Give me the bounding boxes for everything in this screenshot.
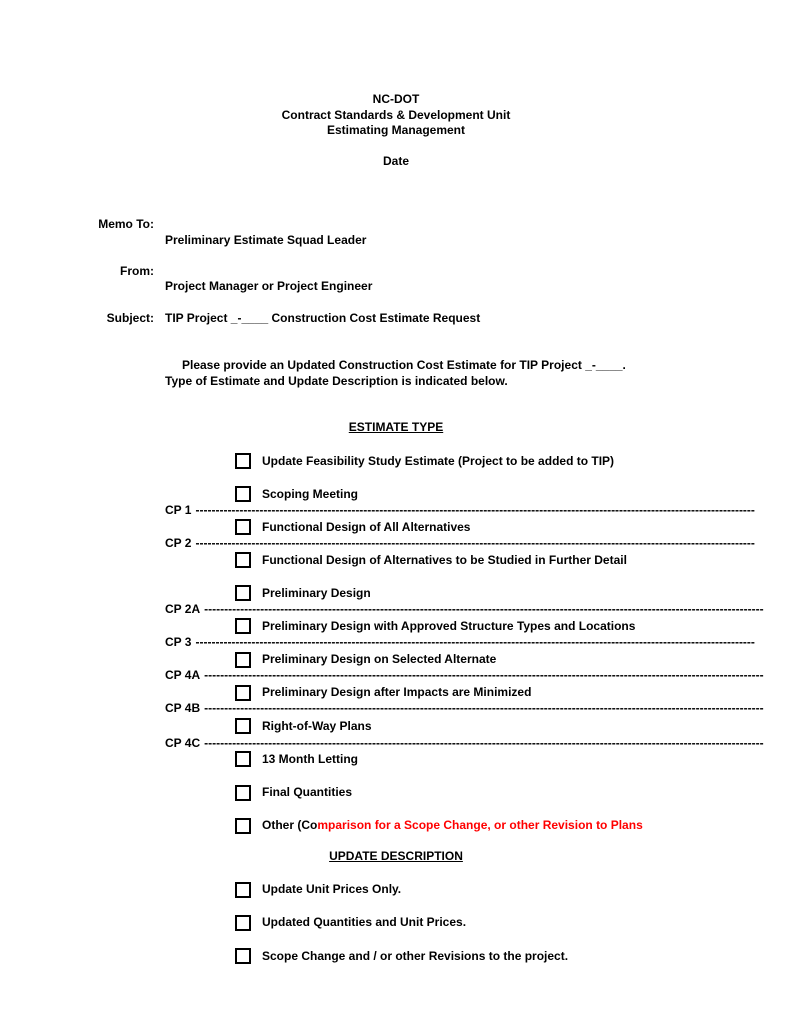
dashed-divider: -------------------------------------------------------------------------------------------------------------------------------------------- (204, 668, 764, 682)
other-description: mparison for a Scope Change, or other Revision to Plans (317, 818, 643, 832)
option-label: Scope Change and / or other Revisions to the project. (262, 949, 569, 963)
dashed-divider: -------------------------------------------------------------------------------------------------------------------------------------------- (195, 536, 755, 550)
checkbox-scope-change[interactable] (235, 948, 251, 964)
memo-subject-label: Subject: (106, 311, 154, 325)
checkbox-preliminary-selected[interactable] (235, 652, 251, 668)
checkbox-preliminary-design[interactable] (235, 585, 251, 601)
checkbox-other[interactable] (235, 818, 251, 834)
option-label: Scoping Meeting (262, 487, 358, 501)
dashed-divider: -------------------------------------------------------------------------------------------------------------------------------------------- (204, 701, 764, 715)
option-label: Update Feasibility Study Estimate (Project to be added to TIP) (262, 454, 615, 468)
other-prefix: Other (Co (262, 818, 318, 832)
checkpoint-label: CP 4C (165, 736, 201, 750)
checkpoint-label: CP 1 (165, 503, 192, 517)
dashed-divider: -------------------------------------------------------------------------------------------------------------------------------------------- (195, 635, 755, 649)
option-label: Functional Design of Alternatives to be Studied in Further Detail (262, 553, 627, 567)
estimate-type-heading: ESTIMATE TYPE (348, 420, 444, 434)
body-line-2: Type of Estimate and Update Description is indicated below. (165, 374, 508, 388)
checkbox-preliminary-structure[interactable] (235, 618, 251, 634)
memo-subject-value: TIP Project _-____ Construction Cost Estimate Request (165, 311, 481, 325)
checkpoint-label: CP 2A (165, 602, 201, 616)
checkpoint-label: CP 2 (165, 536, 192, 550)
header-org: NC-DOT (372, 92, 420, 106)
header-date: Date (382, 154, 409, 168)
header-unit: Contract Standards & Development Unit (281, 108, 511, 122)
checkpoint-label: CP 3 (165, 635, 192, 649)
checkpoint-row (165, 736, 764, 750)
dashed-divider: -------------------------------------------------------------------------------------------------------------------------------------------- (195, 503, 755, 517)
header-dept: Estimating Management (326, 123, 466, 137)
option-label: Preliminary Design (262, 586, 371, 600)
memo-from-value: Project Manager or Project Engineer (165, 279, 373, 293)
option-label: Preliminary Design after Impacts are Minimized (262, 685, 532, 699)
checkpoint-row (165, 536, 755, 550)
checkbox-13-month-letting[interactable] (235, 751, 251, 767)
checkpoint-label: CP 4B (165, 701, 201, 715)
option-label: Preliminary Design on Selected Alternate (262, 652, 497, 666)
dashed-divider: -------------------------------------------------------------------------------------------------------------------------------------------- (204, 736, 764, 750)
body-line-1: Please provide an Updated Construction Cost Estimate for TIP Project _-____. (182, 358, 626, 372)
memo-to-value: Preliminary Estimate Squad Leader (165, 233, 367, 247)
checkbox-unit-prices-only[interactable] (235, 882, 251, 898)
checkbox-right-of-way[interactable] (235, 718, 251, 734)
checkbox-final-quantities[interactable] (235, 785, 251, 801)
option-label: 13 Month Letting (262, 752, 358, 766)
option-label: Update Unit Prices Only. (262, 882, 402, 896)
checkpoint-row (165, 635, 755, 649)
update-description-heading: UPDATE DESCRIPTION (329, 849, 463, 863)
checkbox-feasibility[interactable] (235, 453, 251, 469)
option-label: Final Quantities (262, 785, 353, 799)
checkpoint-row (165, 668, 764, 682)
checkbox-scoping-meeting[interactable] (235, 486, 251, 502)
checkpoint-row (165, 503, 755, 517)
option-label: Right-of-Way Plans (262, 719, 372, 733)
checkpoint-row (165, 701, 764, 715)
memo-from-label: From: (120, 264, 154, 278)
checkbox-functional-further[interactable] (235, 552, 251, 568)
checkbox-preliminary-impacts[interactable] (235, 685, 251, 701)
checkpoint-label: CP 4A (165, 668, 201, 682)
checkbox-functional-all[interactable] (235, 519, 251, 535)
option-label: Functional Design of All Alternatives (262, 520, 471, 534)
option-label: Updated Quantities and Unit Prices. (262, 915, 467, 929)
dashed-divider: -------------------------------------------------------------------------------------------------------------------------------------------- (204, 602, 764, 616)
option-label: Preliminary Design with Approved Structure Types and Locations (262, 619, 636, 633)
checkbox-quantities-and-prices[interactable] (235, 915, 251, 931)
checkpoint-row (165, 602, 764, 616)
memo-to-label: Memo To: (98, 217, 154, 231)
option-other-label (262, 818, 643, 832)
